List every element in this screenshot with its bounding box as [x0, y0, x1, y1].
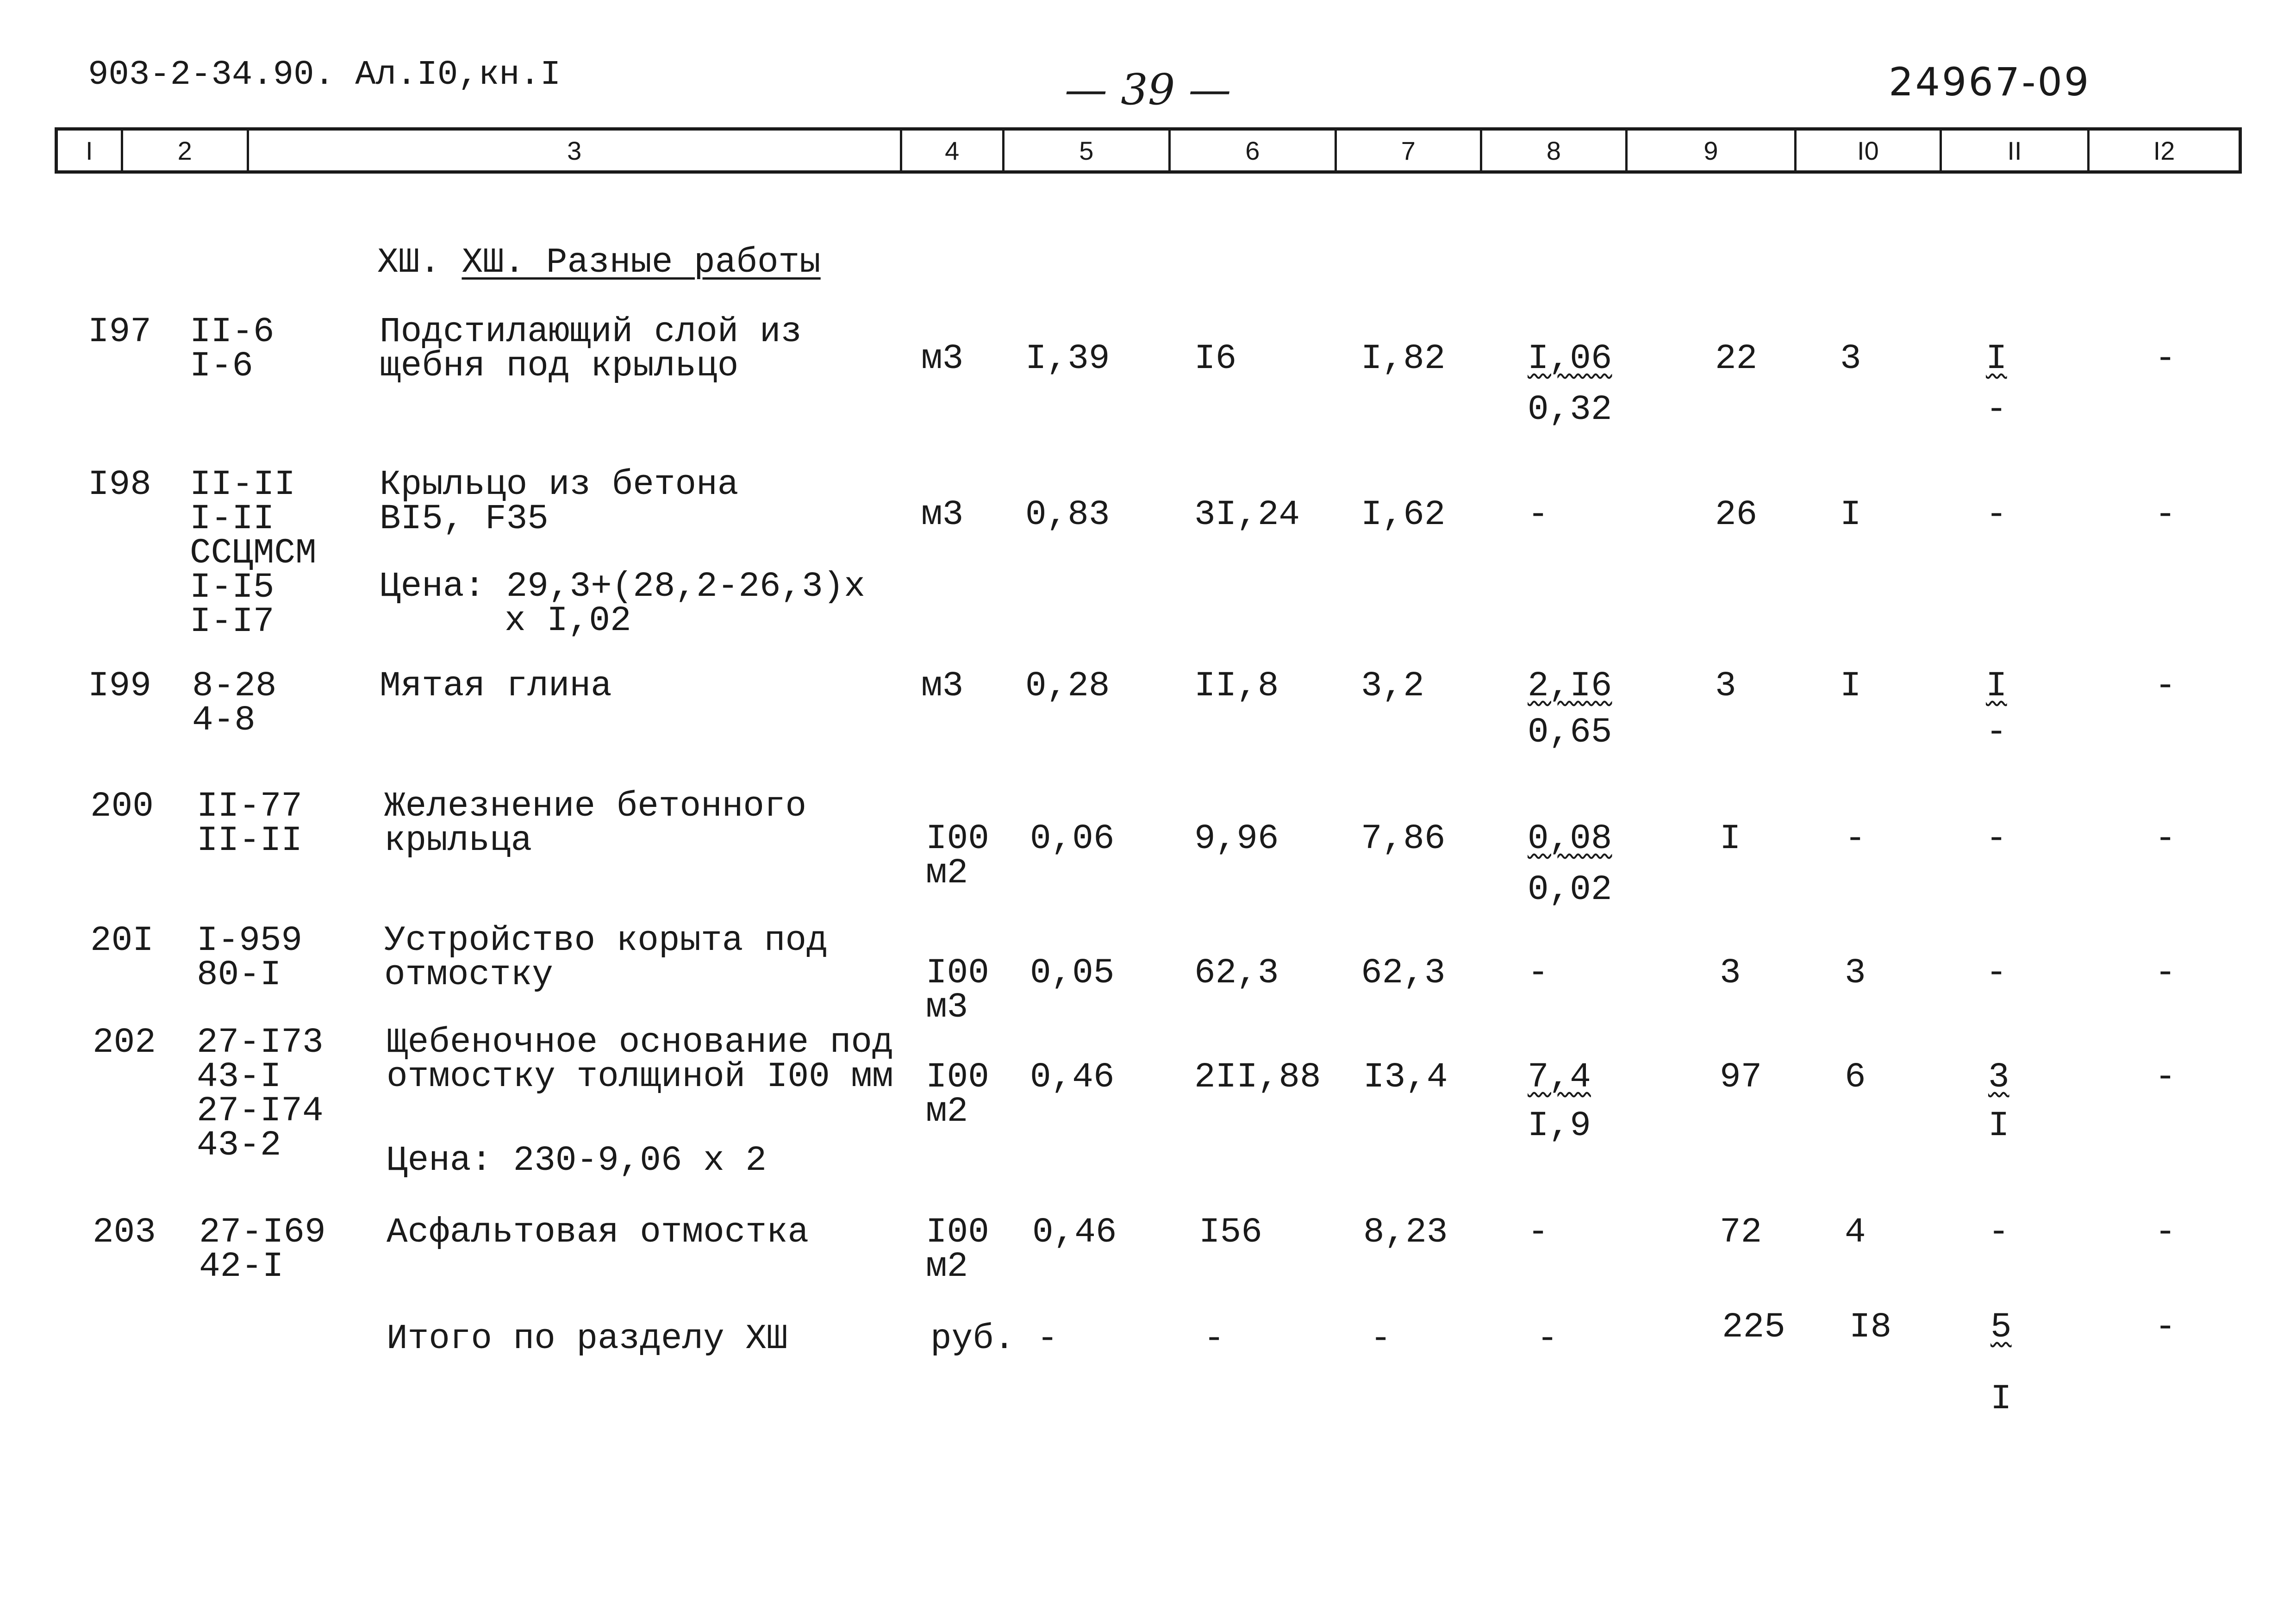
cell-col7: 3,2 — [1361, 666, 1424, 706]
cell-col5: 0,06 — [1030, 819, 1115, 859]
column-header: 8 — [1480, 131, 1625, 170]
cell-col5: 0,28 — [1025, 666, 1110, 706]
cell-col7: 62,3 — [1361, 953, 1446, 993]
norm-code: 27-I69 42-I — [199, 1212, 326, 1287]
total-col5: - — [1037, 1319, 1058, 1359]
page-number: — 39 — — [1065, 65, 1231, 114]
cell-col5: 0,05 — [1030, 953, 1115, 993]
cell-col8-top: - — [1528, 1212, 1549, 1252]
cell-col8-bottom: 0,32 — [1528, 390, 1612, 430]
unit: I00 м2 — [926, 819, 989, 893]
cell-col7: I,62 — [1361, 495, 1446, 535]
work-description: Мятая глина — [380, 666, 612, 706]
cell-col11-top: - — [1986, 495, 2007, 535]
column-header: I2 — [2087, 131, 2239, 170]
cell-col6: 9,96 — [1194, 819, 1279, 859]
cell-col6: 2II,88 — [1194, 1057, 1321, 1097]
cell-col9: 3 — [1715, 666, 1736, 706]
norm-code: II-6 I-6 — [190, 312, 275, 386]
cell-col10: I — [1840, 495, 1861, 535]
cell-col11-bottom: I — [1988, 1106, 2009, 1146]
row-number: I97 — [88, 312, 151, 352]
total-col8: - — [1537, 1319, 1558, 1359]
norm-code: 27-I73 43-I 27-I74 43-2 — [197, 1023, 324, 1165]
unit: I00 м2 — [926, 1212, 989, 1287]
cell-col11-top: I — [1986, 339, 2007, 379]
cell-col6: 62,3 — [1194, 953, 1279, 993]
cell-col8-top: - — [1528, 495, 1549, 535]
cell-col12: - — [2155, 495, 2176, 535]
document-number: 24967-09 — [1889, 59, 2091, 105]
cell-col11-top: - — [1986, 819, 2007, 859]
total-col6: - — [1204, 1319, 1225, 1359]
cell-col7: I,82 — [1361, 339, 1446, 379]
unit: м3 — [921, 339, 964, 379]
norm-code: II-II I-II ССЦМСМ I-I5 I-I7 — [190, 465, 317, 642]
cell-col7: 7,86 — [1361, 819, 1446, 859]
norm-code: II-77 II-II — [197, 787, 303, 861]
cell-col10: I — [1840, 666, 1861, 706]
unit: м3 — [921, 666, 964, 706]
column-header: 9 — [1625, 131, 1794, 170]
cell-col5: 0,46 — [1032, 1212, 1117, 1252]
cell-col5: 0,83 — [1025, 495, 1110, 535]
total-col12: - — [2155, 1307, 2176, 1347]
column-header: II — [1940, 131, 2087, 170]
unit: I00 м3 — [926, 953, 989, 1027]
cell-col9: 72 — [1720, 1212, 1762, 1252]
section-title — [377, 245, 821, 280]
document-reference: 903-2-34.90. Ал.I0,кн.I — [88, 56, 561, 94]
cell-col6: I56 — [1199, 1212, 1262, 1252]
work-description: Крыльцо из бетона BI5, F35 — [380, 465, 739, 539]
cell-col11-top: - — [1988, 1212, 2009, 1252]
cell-col7: 8,23 — [1363, 1212, 1448, 1252]
cell-col8-bottom: 0,65 — [1528, 712, 1612, 752]
cell-col8-bottom: I,9 — [1528, 1106, 1591, 1146]
total-label: Итого по разделу XШ — [387, 1319, 788, 1359]
cell-col9: 3 — [1720, 953, 1741, 993]
norm-code: 8-28 4-8 — [192, 666, 277, 740]
cell-col5: 0,46 — [1030, 1057, 1115, 1097]
cell-col6: II,8 — [1194, 666, 1279, 706]
cell-col6: I6 — [1194, 339, 1237, 379]
cell-col6: 3I,24 — [1194, 495, 1300, 535]
cell-col11-bottom: - — [1986, 712, 2007, 752]
column-header: 4 — [900, 131, 1002, 170]
row-number: I98 — [88, 465, 151, 505]
cell-col9: 22 — [1715, 339, 1758, 379]
work-description: Устройство корыта под отмостку — [384, 921, 828, 995]
cell-col10: 3 — [1840, 339, 1861, 379]
cell-col8-top: 2,I6 — [1528, 666, 1612, 706]
cell-col9: I — [1720, 819, 1741, 859]
cell-col12: - — [2155, 1212, 2176, 1252]
column-header: 6 — [1168, 131, 1335, 170]
column-header: I — [86, 136, 93, 165]
cell-col10: 4 — [1845, 1212, 1866, 1252]
row-number: I99 — [88, 666, 151, 706]
total-unit: руб. — [930, 1319, 1015, 1359]
row-number: 202 — [93, 1023, 156, 1062]
row-number: 20I — [90, 921, 154, 961]
cell-col10: 3 — [1845, 953, 1866, 993]
work-description: Асфальтовая отмостка — [387, 1212, 809, 1252]
norm-code: I-959 80-I — [197, 921, 303, 995]
cell-col12: - — [2155, 1057, 2176, 1097]
cell-col8-top: 0,08 — [1528, 819, 1612, 859]
price-note: Цена: 29,3+(28,2-26,3)x x I,02 — [380, 567, 865, 641]
cell-col10: - — [1845, 819, 1866, 859]
unit: м3 — [921, 495, 964, 535]
cell-col5: I,39 — [1025, 339, 1110, 379]
total-col11-top: 5 — [1990, 1307, 2012, 1347]
cell-col11-top: I — [1986, 666, 2007, 706]
cell-col8-top: 7,4 — [1528, 1057, 1591, 1097]
cell-col11-top: - — [1986, 953, 2007, 993]
column-header: 2 — [121, 131, 247, 170]
cell-col12: - — [2155, 819, 2176, 859]
row-number: 203 — [93, 1212, 156, 1252]
column-header-row — [55, 127, 2242, 174]
cell-col8-top: - — [1528, 953, 1549, 993]
price-note: Цена: 230-9,06 x 2 — [387, 1141, 767, 1181]
total-col7: - — [1370, 1319, 1391, 1359]
work-description: Железнение бетонного крыльца — [384, 787, 807, 861]
column-header: I0 — [1794, 131, 1940, 170]
cell-col12: - — [2155, 953, 2176, 993]
cell-col11-top: 3 — [1988, 1057, 2009, 1097]
cell-col10: 6 — [1845, 1057, 1866, 1097]
cell-col9: 26 — [1715, 495, 1758, 535]
column-header: 7 — [1335, 131, 1480, 170]
work-description: Щебеночное основание под отмостку толщиной I00 мм — [387, 1023, 893, 1097]
total-col9: 225 — [1722, 1307, 1785, 1347]
work-description: Подстилающий слой из щебня под крыльцо — [380, 312, 802, 386]
cell-col12: - — [2155, 339, 2176, 379]
section-number: XШ. — [377, 243, 462, 282]
cell-col9: 97 — [1720, 1057, 1762, 1097]
row-number: 200 — [90, 787, 154, 826]
cell-col7: I3,4 — [1363, 1057, 1448, 1097]
total-col10: I8 — [1849, 1307, 1892, 1347]
cell-col11-bottom: - — [1986, 390, 2007, 430]
column-header: 5 — [1002, 131, 1168, 170]
cell-col8-top: I,06 — [1528, 339, 1612, 379]
total-col11-bottom: I — [1990, 1379, 2012, 1419]
section-title-text: XШ. Разные работы — [462, 243, 821, 282]
unit: I00 м2 — [926, 1057, 989, 1131]
cell-col12: - — [2155, 666, 2176, 706]
column-header: 3 — [247, 131, 900, 170]
cell-col8-bottom: 0,02 — [1528, 870, 1612, 910]
